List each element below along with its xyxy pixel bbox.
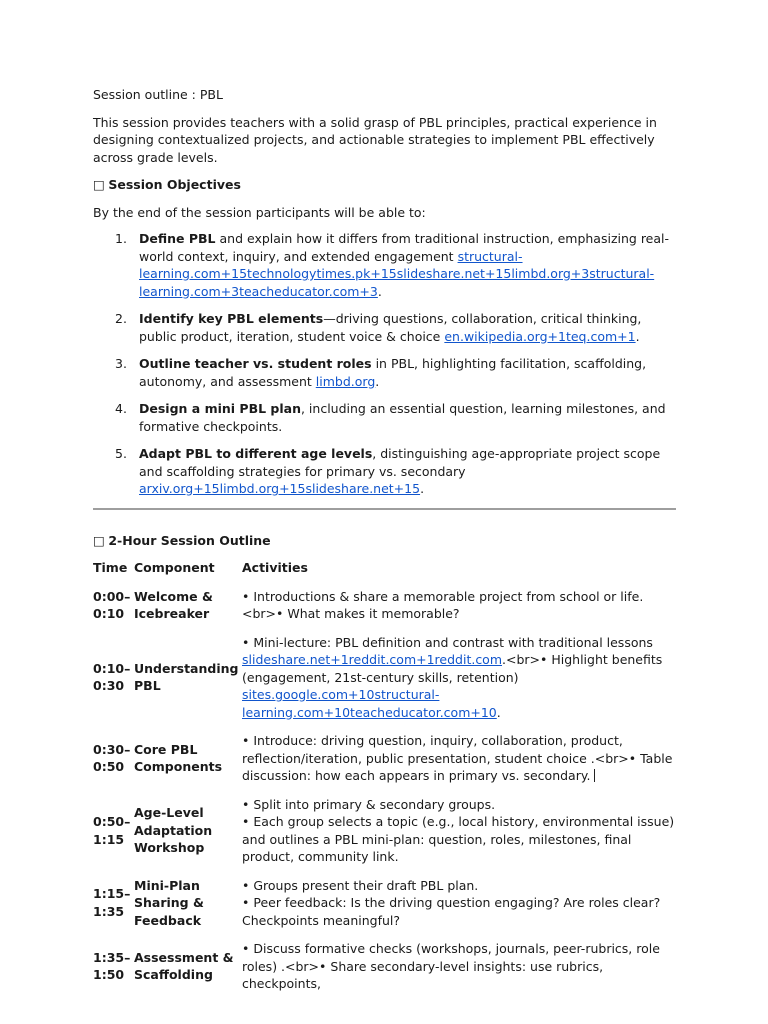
objective-link[interactable]: en.wikipedia.org+1teq.com+1 bbox=[444, 328, 636, 344]
objective-number: 2. bbox=[115, 311, 127, 326]
activity-text: • Discuss formative checks (workshops, journals, peer-rubrics, role roles) .<br>• Share secondary-level insights: use rubrics, checkpoints, bbox=[242, 941, 660, 991]
objectives-lead: By the end of the session participants will be able to: bbox=[93, 204, 426, 220]
table-row bbox=[93, 796, 676, 877]
outline-heading-text: 2-Hour Session Outline bbox=[108, 532, 271, 548]
time-cell: 1:15– 1:35 bbox=[93, 886, 131, 919]
time-cell: 0:30– 0:50 bbox=[93, 741, 131, 775]
column-header-component: Component bbox=[134, 560, 215, 575]
table-row bbox=[93, 732, 676, 796]
activity-line: • Split into primary & secondary groups. bbox=[242, 796, 496, 812]
activity-link[interactable]: slideshare.net+1reddit.com+1reddit.com bbox=[242, 652, 503, 667]
activities-cell bbox=[242, 940, 676, 1004]
missing-glyph-icon: □ bbox=[93, 177, 105, 192]
objective-link[interactable]: structural-learning.com+15technologytimes.pk+15slideshare.net+15limbd.org+3structural-learning.com+3teacheducator.com+3 bbox=[139, 248, 655, 299]
objective-number: 1. bbox=[115, 231, 127, 246]
table-row bbox=[93, 634, 676, 733]
outline-heading bbox=[93, 532, 676, 550]
objective-number: 4. bbox=[115, 401, 127, 416]
objectives-list bbox=[93, 230, 676, 498]
objective-item bbox=[93, 445, 676, 498]
component-cell: Mini-Plan Sharing & Feedback bbox=[134, 877, 204, 928]
session-outline-table bbox=[93, 559, 676, 1004]
objective-number: 5. bbox=[115, 446, 127, 461]
activities-cell bbox=[242, 634, 676, 733]
time-cell: 0:50– 1:15 bbox=[93, 814, 131, 847]
missing-glyph-icon: □ bbox=[93, 532, 105, 548]
objective-tail: . bbox=[375, 373, 380, 389]
activities-cell bbox=[242, 732, 676, 796]
activity-line: • Groups present their draft PBL plan. bbox=[242, 877, 479, 893]
objective-bold: Design a mini PBL plan bbox=[139, 401, 301, 416]
activity-link[interactable]: sites.google.com+10structural-learning.com+10teacheducator.com+10 bbox=[242, 687, 497, 720]
activity-text: • Introduce: driving question, inquiry, collaboration, product, reflection/iteration, public presentation, student choice .<br>• Table discussion: how each appears in primary vs. secondary. bbox=[242, 733, 673, 783]
objective-link[interactable]: limbd.org bbox=[315, 373, 376, 389]
activities-cell bbox=[242, 588, 676, 634]
objective-text: in PBL, highlighting facilitation, scaffolding, autonomy, and assessment bbox=[139, 356, 647, 389]
component-cell: Age-Level Adaptation Workshop bbox=[134, 805, 213, 856]
activity-line: • Peer feedback: Is the driving question engaging? Are roles clear? Checkpoints meaningful? bbox=[242, 895, 661, 928]
column-header-activities: Activities bbox=[242, 560, 308, 575]
intro-paragraph: This session provides teachers with a solid grasp of PBL principles, practical experience in designing contextualized projects, and actionable strategies to implement PBL effectively across grade levels. bbox=[93, 114, 657, 165]
objective-bold: Outline teacher vs. student roles bbox=[139, 356, 372, 371]
horizontal-rule bbox=[93, 508, 676, 510]
objective-bold: Define PBL bbox=[139, 231, 216, 246]
time-cell: 0:00– 0:10 bbox=[93, 588, 131, 621]
activity-text: . bbox=[496, 704, 501, 720]
activities-cell bbox=[242, 796, 676, 877]
document-title: Session outline : PBL bbox=[93, 87, 223, 102]
objective-tail: . bbox=[377, 283, 382, 299]
objective-tail: . bbox=[635, 328, 640, 344]
objective-item bbox=[93, 355, 676, 390]
objective-tail: . bbox=[420, 481, 425, 496]
component-cell: Understanding PBL bbox=[134, 660, 239, 694]
objective-text: , distinguishing age-appropriate project scope and scaffolding strategies for primary vs. secondary bbox=[139, 446, 661, 479]
table-row bbox=[93, 940, 676, 1004]
objective-item bbox=[93, 400, 676, 435]
document-body bbox=[93, 86, 676, 1004]
column-header-time: Time bbox=[93, 560, 128, 575]
objective-number: 3. bbox=[115, 356, 127, 371]
objective-bold: Adapt PBL to different age levels bbox=[139, 446, 373, 461]
table-row bbox=[93, 588, 676, 634]
objectives-heading bbox=[93, 176, 676, 194]
objective-bold: Identify key PBL elements bbox=[139, 311, 324, 326]
objective-item bbox=[93, 230, 676, 300]
activities-cell bbox=[242, 877, 676, 941]
table-row bbox=[93, 877, 676, 941]
objective-text: and explain how it differs from traditional instruction, emphasizing real-world context, inquiry, and extended engagement bbox=[139, 231, 670, 264]
activity-text: .<br>• Highlight benefits (engagement, 21st-century skills, retention) bbox=[242, 652, 663, 685]
objectives-heading-text: Session Objectives bbox=[108, 177, 241, 192]
activity-line: • Each group selects a topic (e.g., local history, environmental issue) and outlines a PBL mini-plan: question, roles, milestones, final product, community link. bbox=[242, 814, 675, 864]
component-cell: Core PBL Components bbox=[134, 741, 223, 775]
objective-text: , including an essential question, learning milestones, and formative checkpoints. bbox=[139, 401, 666, 434]
table-header-row bbox=[93, 559, 676, 588]
activity-text: • Introductions & share a memorable project from school or life.<br>• What makes it memorable? bbox=[242, 588, 644, 621]
text-cursor bbox=[594, 769, 595, 782]
objective-link[interactable]: arxiv.org+15limbd.org+15slideshare.net+15 bbox=[139, 481, 421, 496]
objective-item bbox=[93, 310, 676, 345]
time-cell: 0:10– 0:30 bbox=[93, 660, 131, 694]
component-cell: Welcome & Icebreaker bbox=[134, 588, 213, 621]
component-cell: Assessment & Scaffolding bbox=[134, 949, 234, 983]
objective-text: —driving questions, collaboration, critical thinking, public product, iteration, student voice & choice bbox=[139, 311, 642, 344]
time-cell: 1:35– 1:50 bbox=[93, 949, 131, 983]
activity-text: • Mini-lecture: PBL definition and contrast with traditional lessons bbox=[242, 634, 653, 650]
